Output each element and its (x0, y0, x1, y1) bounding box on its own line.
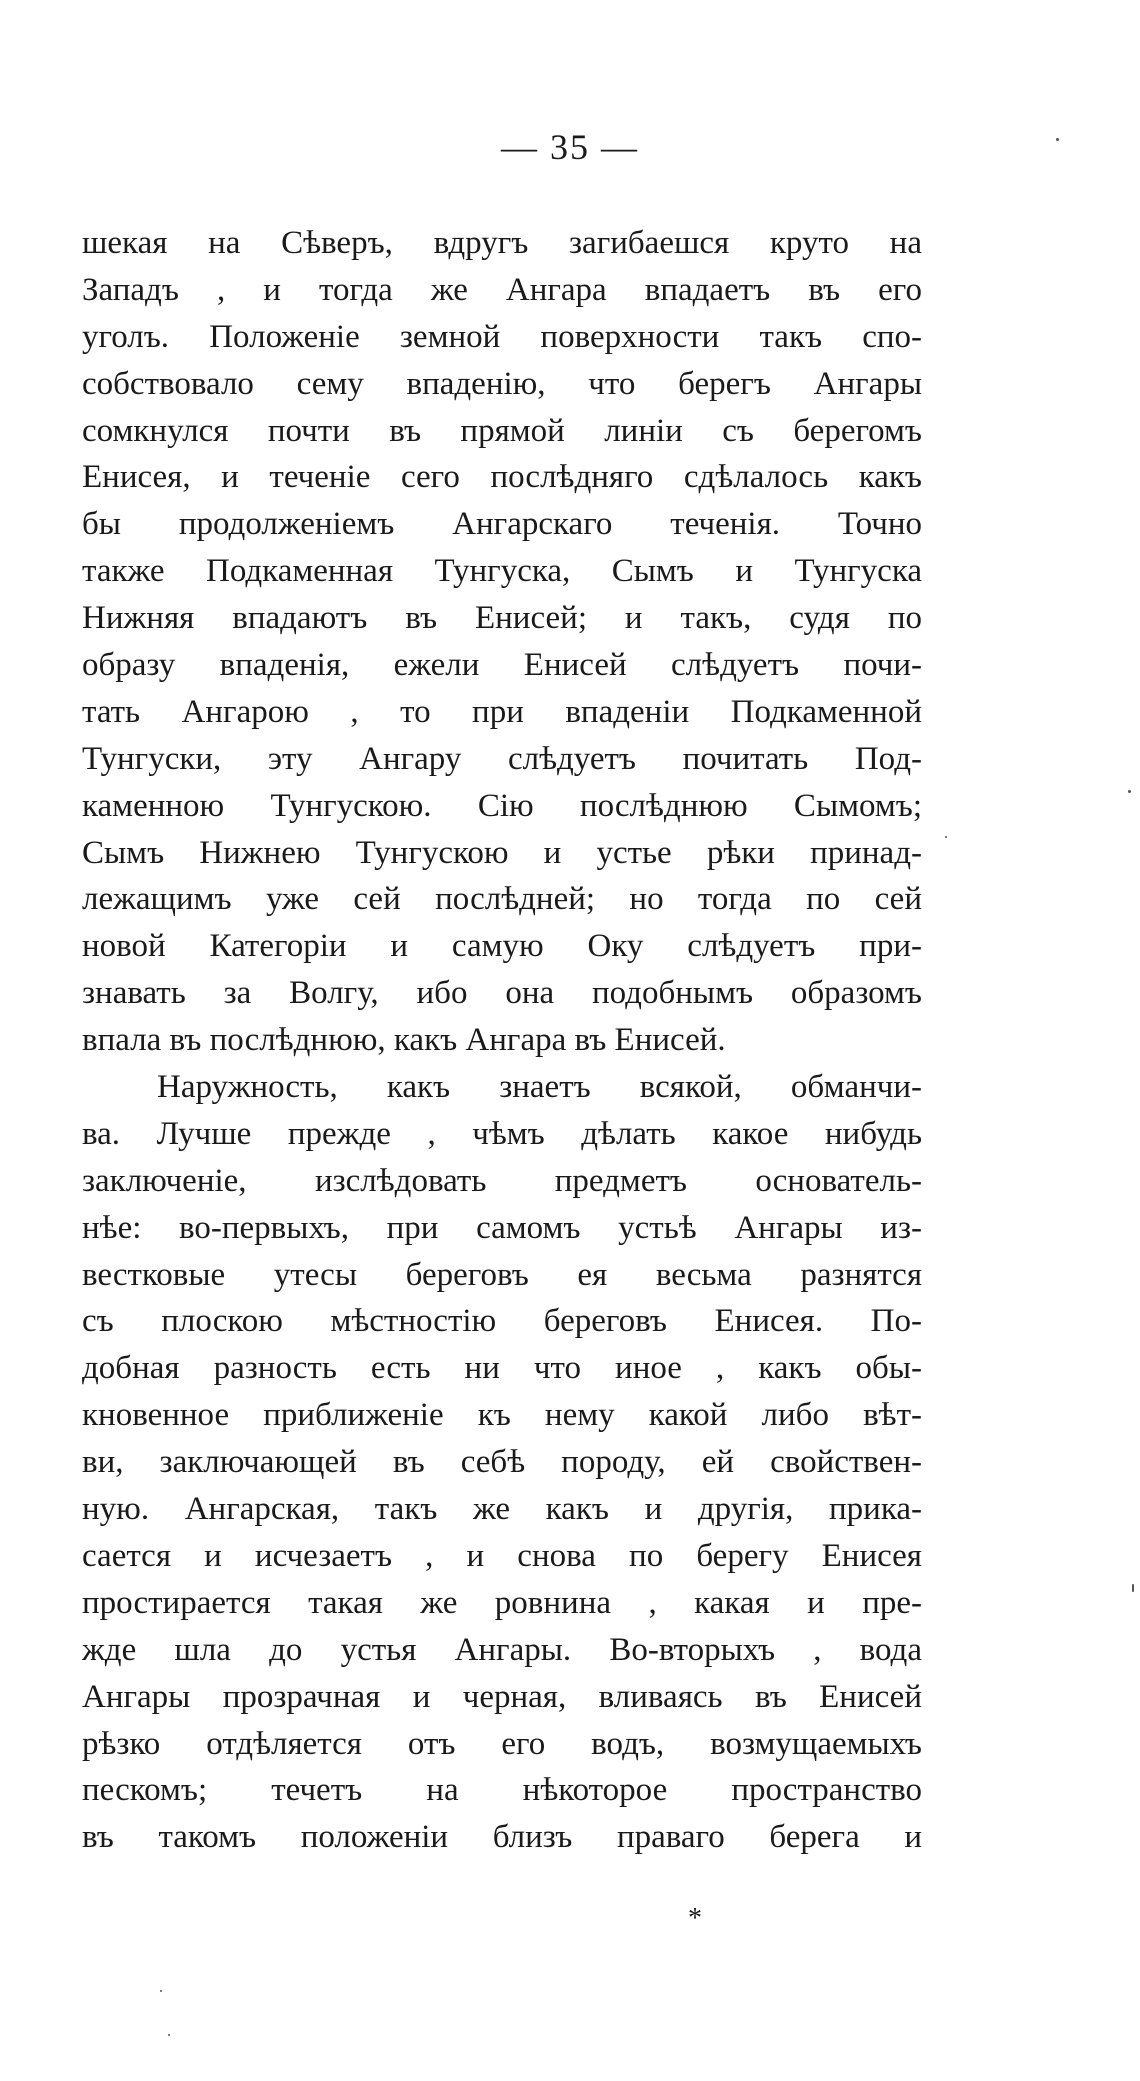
text-line: лежащимъ уже сей послѣдней; но тогда по сей (82, 881, 922, 918)
scan-speck (160, 1990, 162, 1992)
text-line: пескомъ; течетъ на нѣкоторое пространство (82, 1772, 922, 1809)
text-line: Енисея, и теченiе сего послѣдняго сдѣлалось какъ (82, 459, 922, 496)
text-line: ва. Лучше прежде , чѣмъ дѣлать какое нибудь (82, 1115, 922, 1152)
scan-speck (945, 836, 947, 838)
text-line: ви, заключающей въ себѣ породу, ей свойствен- (82, 1444, 922, 1481)
text-line: образу впаденiя, ежели Енисей слѣдуетъ почи- (82, 647, 922, 684)
text-line: каменною Тунгускою. Сiю послѣднюю Сымомъ; (82, 787, 922, 824)
text-line: Тунгуски, эту Ангару слѣдуетъ почитать Под- (82, 740, 922, 777)
text-line: Западъ , и тогда же Ангара впадаетъ въ его (82, 271, 922, 308)
page-body-text (82, 220, 922, 1861)
text-line: собствовало сему впаденiю, что берегъ Ангары (82, 365, 922, 402)
scan-speck (1128, 790, 1131, 793)
text-line: сается и исчезаетъ , и снова по берегу Енисея (82, 1537, 922, 1574)
text-line: бы продолженiемъ Ангарскаго теченiя. Точно (82, 506, 922, 543)
text-line: впала въ послѣднюю, какъ Ангара въ Енисей. (82, 1022, 726, 1059)
text-line: шекая на Сѣверъ, вдругъ загибаешся круто на (82, 225, 922, 261)
text-line: заключенiе, изслѣдовать предметъ основатель- (82, 1162, 922, 1199)
text-line: сомкнулся почти въ прямой линiи съ берегомъ (82, 412, 922, 449)
scan-speck (1132, 1584, 1134, 1592)
text-line: знавать за Волгу, ибо она подобнымъ образомъ (82, 975, 922, 1012)
text-line: съ плоскою мѣстностiю береговъ Енисея. По- (82, 1303, 922, 1340)
scan-speck (168, 2034, 170, 2036)
text-line: ную. Ангарская, такъ же какъ и другiя, прика- (82, 1491, 922, 1528)
text-line: простирается такая же ровнина , какая и пре- (82, 1584, 922, 1621)
text-line: тать Ангарою , то при впаденiи Подкаменной (82, 693, 922, 730)
text-line: вестковые утесы береговъ ея весьма разнятся (82, 1256, 922, 1293)
text-line: Нижняя впадаютъ въ Енисей; и такъ, судя по (82, 600, 922, 637)
page-number: — 35 — (501, 127, 639, 167)
text-line: уголъ. Положенiе земной поверхности такъ спо- (82, 318, 922, 355)
text-line: жде шла до устья Ангары. Во-вторыхъ , вода (82, 1631, 922, 1668)
text-line: новой Категорiи и самую Оку слѣдуетъ при- (82, 928, 922, 965)
paragraph-first-line: Наружность, какъ знаетъ всякой, обманчи- (157, 1069, 922, 1106)
text-line: Ангары прозрачная и черная, вливаясь въ Енисей (82, 1678, 922, 1715)
text-line: въ такомъ положенiи близъ праваго берега и (82, 1819, 922, 1856)
text-line: кновенное приближенiе къ нему какой либо вѣт- (82, 1397, 922, 1434)
text-line: рѣзко отдѣляется отъ его водъ, возмущаемыхъ (82, 1725, 922, 1762)
text-line: Сымъ Нижнею Тунгускою и устье рѣки принад- (82, 834, 922, 871)
text-line: нѣе: во-первыхъ, при самомъ устьѣ Ангары из- (82, 1209, 922, 1246)
text-line: также Подкаменная Тунгуска, Сымъ и Тунгуска (82, 553, 922, 590)
scan-speck (1056, 138, 1059, 141)
text-line: добная разность есть ни что иное , какъ обы- (82, 1350, 922, 1387)
signature-mark: * (688, 1903, 702, 1934)
